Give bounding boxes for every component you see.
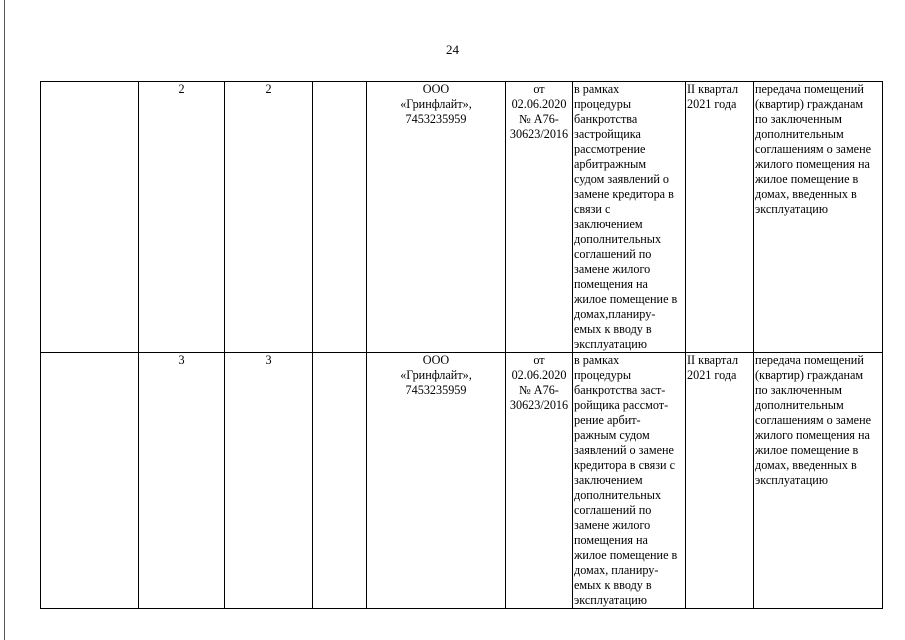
cell-period: II квартал 2021 года <box>686 353 754 609</box>
cell-procedure: в рамках процедуры банкротства застройщика рассмотрение арбитражным судом заявлений о замене кредитора в связи с заключением дополнительных соглашений по замене жилого помещения на жилое помещение в домах,планиру- емых к вводу в эксплуатацию <box>573 82 686 353</box>
cell-court-decision: от 02.06.2020 № А76- 30623/2016 <box>506 353 573 609</box>
cell-result: передача помещений (квартир) гражданам по заключенным дополнительным соглашениям о замене жилого помещения на жилое помещение в домах, введенных в эксплуатацию <box>754 82 883 353</box>
table-row <box>41 82 883 353</box>
cell-empty <box>41 82 139 353</box>
page-number: 24 <box>446 42 459 57</box>
cell-empty <box>41 353 139 609</box>
page-edge-line <box>4 0 5 640</box>
cell-organization: ООО «Гринфлайт», 7453235959 <box>367 353 506 609</box>
cell-number: 3 <box>225 353 313 609</box>
cell-court-decision: от 02.06.2020 № А76- 30623/2016 <box>506 82 573 353</box>
cell-number: 3 <box>139 353 225 609</box>
cell-number: 2 <box>225 82 313 353</box>
cell-empty <box>313 353 367 609</box>
registry-table <box>40 81 883 609</box>
cell-procedure: в рамках процедуры банкротства заст- ройщика рассмот- рение арбит- ражным судом заявлений о замене кредитора в связи с заключением дополнительных соглашений по замене жилого помещения на жилое помещение в домах, планиру- емых к вводу в эксплуатацию <box>573 353 686 609</box>
table-row <box>41 353 883 609</box>
cell-number: 2 <box>139 82 225 353</box>
cell-organization: ООО «Гринфлайт», 7453235959 <box>367 82 506 353</box>
cell-result: передача помещений (квартир) гражданам по заключенным дополнительным соглашениям о замене жилого помещения на жилое помещение в домах, введенных в эксплуатацию <box>754 353 883 609</box>
cell-empty <box>313 82 367 353</box>
cell-period: II квартал 2021 года <box>686 82 754 353</box>
